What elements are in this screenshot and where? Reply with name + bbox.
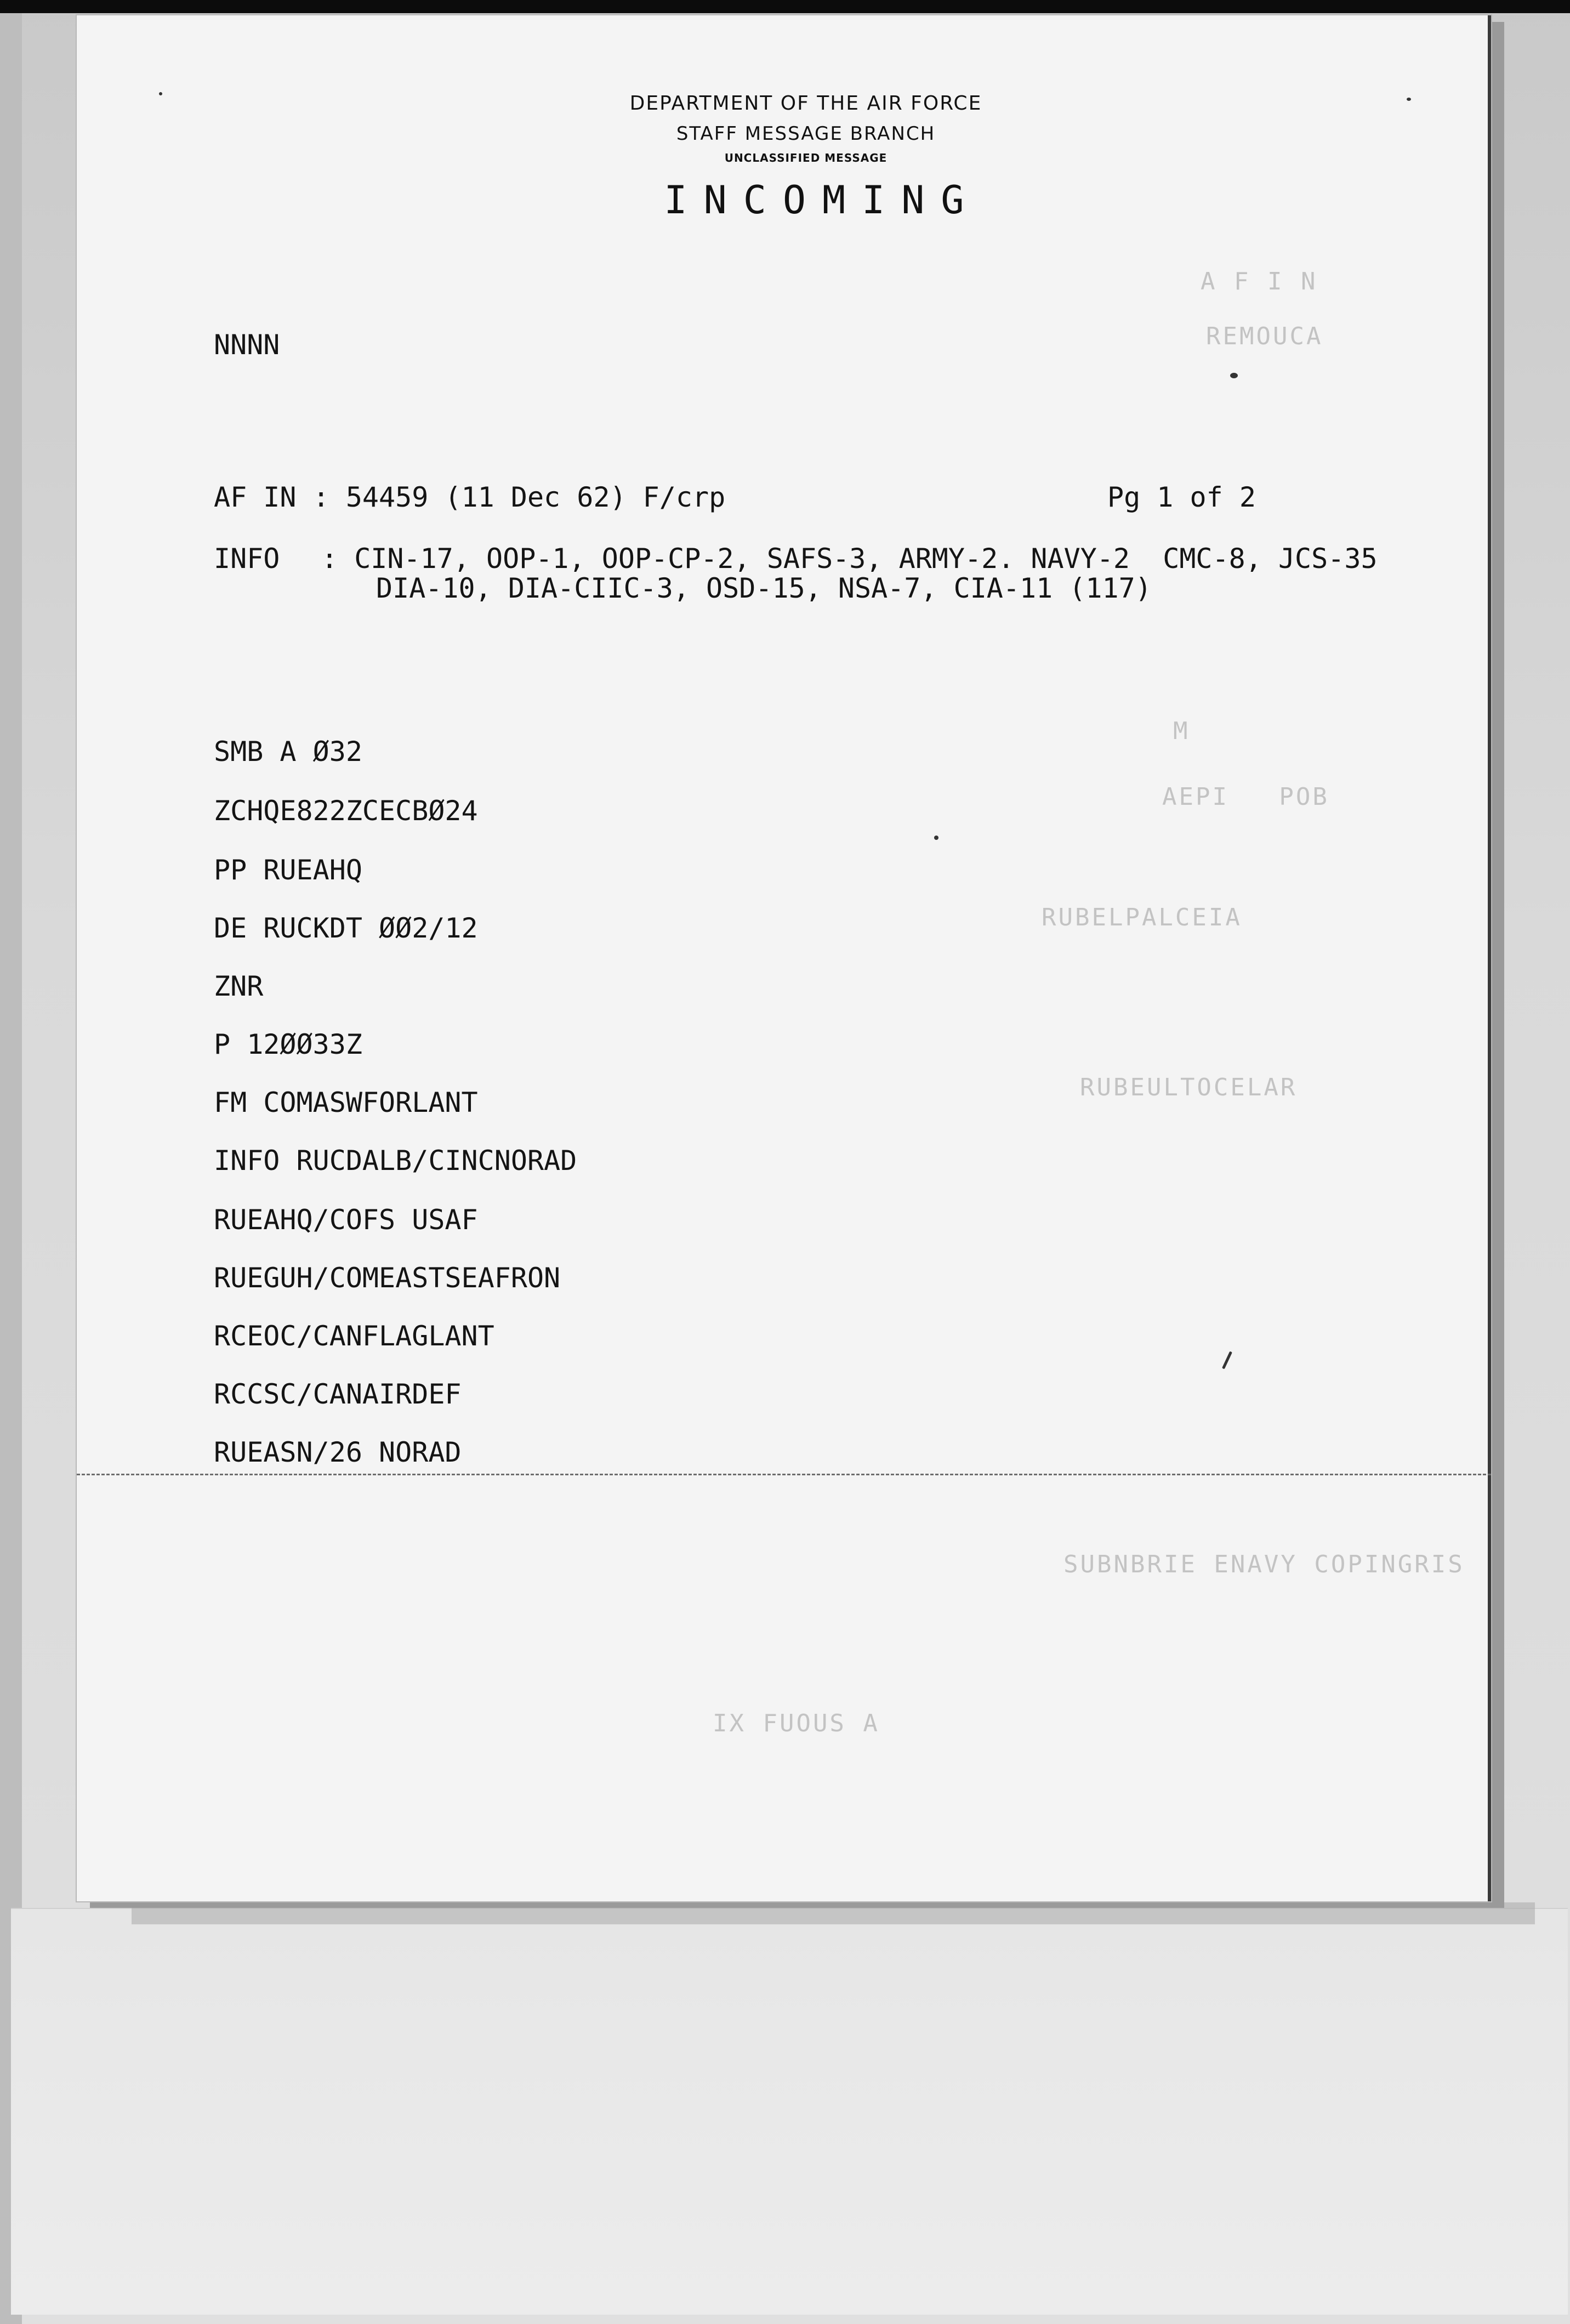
bleed-through-text: AEPI POB: [1162, 783, 1329, 811]
scan-speck: [1407, 98, 1411, 101]
bleed-through-text: M: [1173, 717, 1190, 745]
info-distribution-line-1: : CIN-17, OOP-1, OOP-CP-2, SAFS-3, ARMY-2. NAVY-2 CMC-8, JCS-35: [321, 543, 1378, 575]
routing-line: RUEASN/26 NORAD: [214, 1436, 462, 1468]
bleed-through-text: IX FUOUS A: [713, 1709, 880, 1737]
info-distribution-line-2: DIA-10, DIA-CIIC-3, OSD-15, NSA-7, CIA-11 (117): [376, 572, 1152, 604]
routing-line: PP RUEAHQ: [214, 854, 362, 886]
classification-header: UNCLASSIFIED MESSAGE: [724, 151, 888, 164]
scan-top-edge: [0, 0, 1570, 13]
page-edge: [1488, 15, 1491, 1901]
bleed-through-text: A F I N: [1201, 268, 1318, 296]
routing-line: RUEAHQ/COFS USAF: [214, 1204, 478, 1236]
message-page: [77, 15, 1491, 1901]
routing-line: P 12ØØ33Z: [214, 1029, 362, 1060]
scan-speck: [1222, 1351, 1232, 1370]
routing-line: DE RUCKDT ØØ2/12: [214, 912, 478, 944]
routing-line: ZCHQE822ZCECBØ24: [214, 795, 478, 827]
end-of-message-marker: NNNN: [214, 329, 280, 361]
af-in-line: AF IN : 54459 (11 Dec 62) F/crp: [214, 481, 726, 513]
direction-title: INCOMING: [664, 178, 981, 223]
scan-speck: [159, 92, 162, 95]
branch-header: STAFF MESSAGE BRANCH: [676, 123, 936, 145]
page-indicator: Pg 1 of 2: [1107, 481, 1256, 513]
bleed-through-text: REMOUCA: [1206, 322, 1323, 350]
routing-line: RUEGUH/COMEASTSEAFRON: [214, 1262, 561, 1294]
bleed-through-text: RUBEULTOCELAR: [1080, 1073, 1298, 1101]
perforation-line: [77, 1474, 1491, 1475]
routing-line: FM COMASWFORLANT: [214, 1087, 478, 1118]
bleed-through-text: SUBNBRIE ENAVY COPINGRIS: [1063, 1550, 1465, 1578]
routing-line: ZNR: [214, 970, 264, 1002]
info-label: INFO: [214, 543, 280, 575]
bleed-through-text: RUBELPALCEIA: [1042, 904, 1242, 931]
routing-line: INFO RUCDALB/CINCNORAD: [214, 1145, 577, 1177]
routing-line: RCEOC/CANFLAGLANT: [214, 1320, 494, 1352]
paper-shadow: [132, 1902, 1535, 1924]
routing-line: RCCSC/CANAIRDEF: [214, 1378, 462, 1410]
lower-sheet: [11, 1908, 1568, 2315]
routing-line: SMB A Ø32: [214, 736, 362, 768]
scan-speck: [1230, 373, 1238, 378]
department-header: DEPARTMENT OF THE AIR FORCE: [629, 92, 982, 115]
scan-speck: [934, 836, 938, 840]
